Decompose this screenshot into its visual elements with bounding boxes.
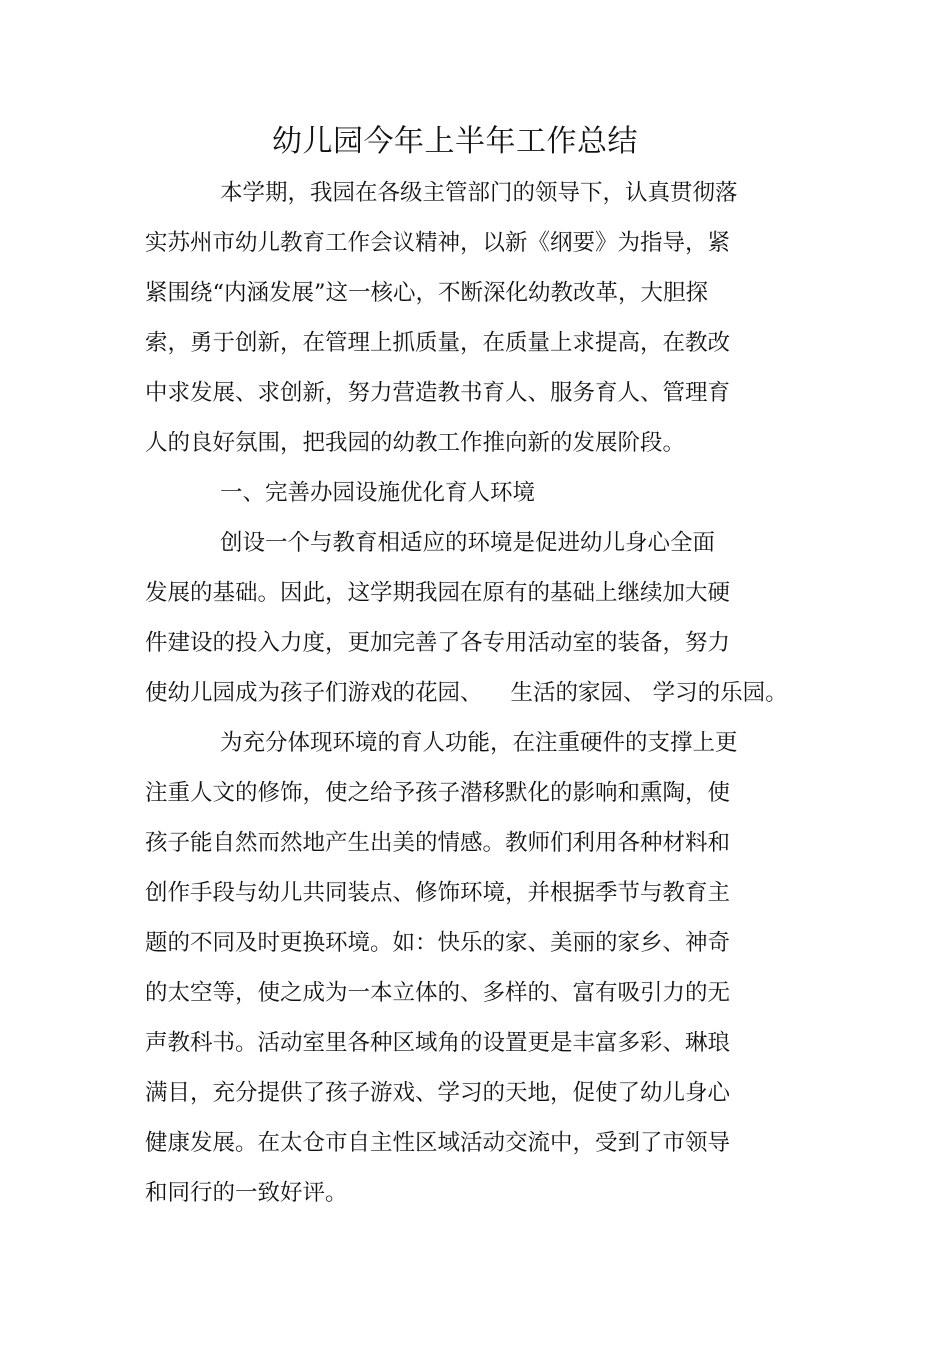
paragraph-line: 本学期，我园在各级主管部门的领导下，认真贯彻落 (220, 180, 738, 206)
paragraph-line: 发展的基础。因此，这学期我园在原有的基础上继续加大硬 (145, 580, 731, 606)
paragraph-line: 索，勇于创新，在管理上抓质量，在质量上求提高，在教改 (145, 330, 731, 356)
paragraph-line: 实苏州市幼儿教育工作会议精神，以新《纲要》为指导，紧 (145, 230, 731, 256)
paragraph-line: 声教科书。活动室里各种区域角的设置更是丰富多彩、琳琅 (145, 1030, 731, 1056)
paragraph-line: 件建设的投入力度，更加完善了各专用活动室的装备，努力 (145, 630, 731, 656)
paragraph-line: 人的良好氛围，把我园的幼教工作推向新的发展阶段。 (145, 430, 686, 456)
paragraph-line (145, 678, 788, 708)
paragraph-line: 孩子能自然而然地产生出美的情感。教师们利用各种材料和 (145, 830, 731, 856)
paragraph-line-part: 生活的家园、 学习的乐园。 (510, 680, 788, 706)
document-title: 幼儿园今年上半年工作总结 (272, 124, 638, 159)
paragraph-line: 健康发展。在太仓市自主性区域活动交流中，受到了市领导 (145, 1130, 731, 1156)
paragraph-line: 中求发展、求创新，努力营造教书育人、服务育人、管理育 (145, 380, 731, 406)
paragraph-line: 创设一个与教育相适应的环境是促进幼儿身心全面 (220, 530, 716, 556)
paragraph-line: 满目，充分提供了孩子游戏、学习的天地，促使了幼儿身心 (145, 1080, 731, 1106)
paragraph-line: 紧围绕“内涵发展”这一核心，不断深化幼教改革，大胆探 (145, 280, 709, 306)
paragraph-line: 和同行的一致好评。 (145, 1180, 348, 1206)
paragraph-line: 为充分体现环境的育人功能，在注重硬件的支撑上更 (220, 730, 738, 756)
paragraph-line: 注重人文的修饰，使之给予孩子潜移默化的影响和熏陶，使 (145, 780, 731, 806)
paragraph-line: 创作手段与幼儿共同装点、修饰环境，并根据季节与教育主 (145, 880, 731, 906)
paragraph-line: 题的不同及时更换环境。如：快乐的家、美丽的家乡、神奇 (145, 930, 731, 956)
section-heading: 一、完善办园设施优化育人环境 (220, 480, 536, 506)
paragraph-line-part: 使幼儿园成为孩子们游戏的花园、 (145, 680, 483, 706)
paragraph-line: 的太空等，使之成为一本立体的、多样的、富有吸引力的无 (145, 980, 731, 1006)
